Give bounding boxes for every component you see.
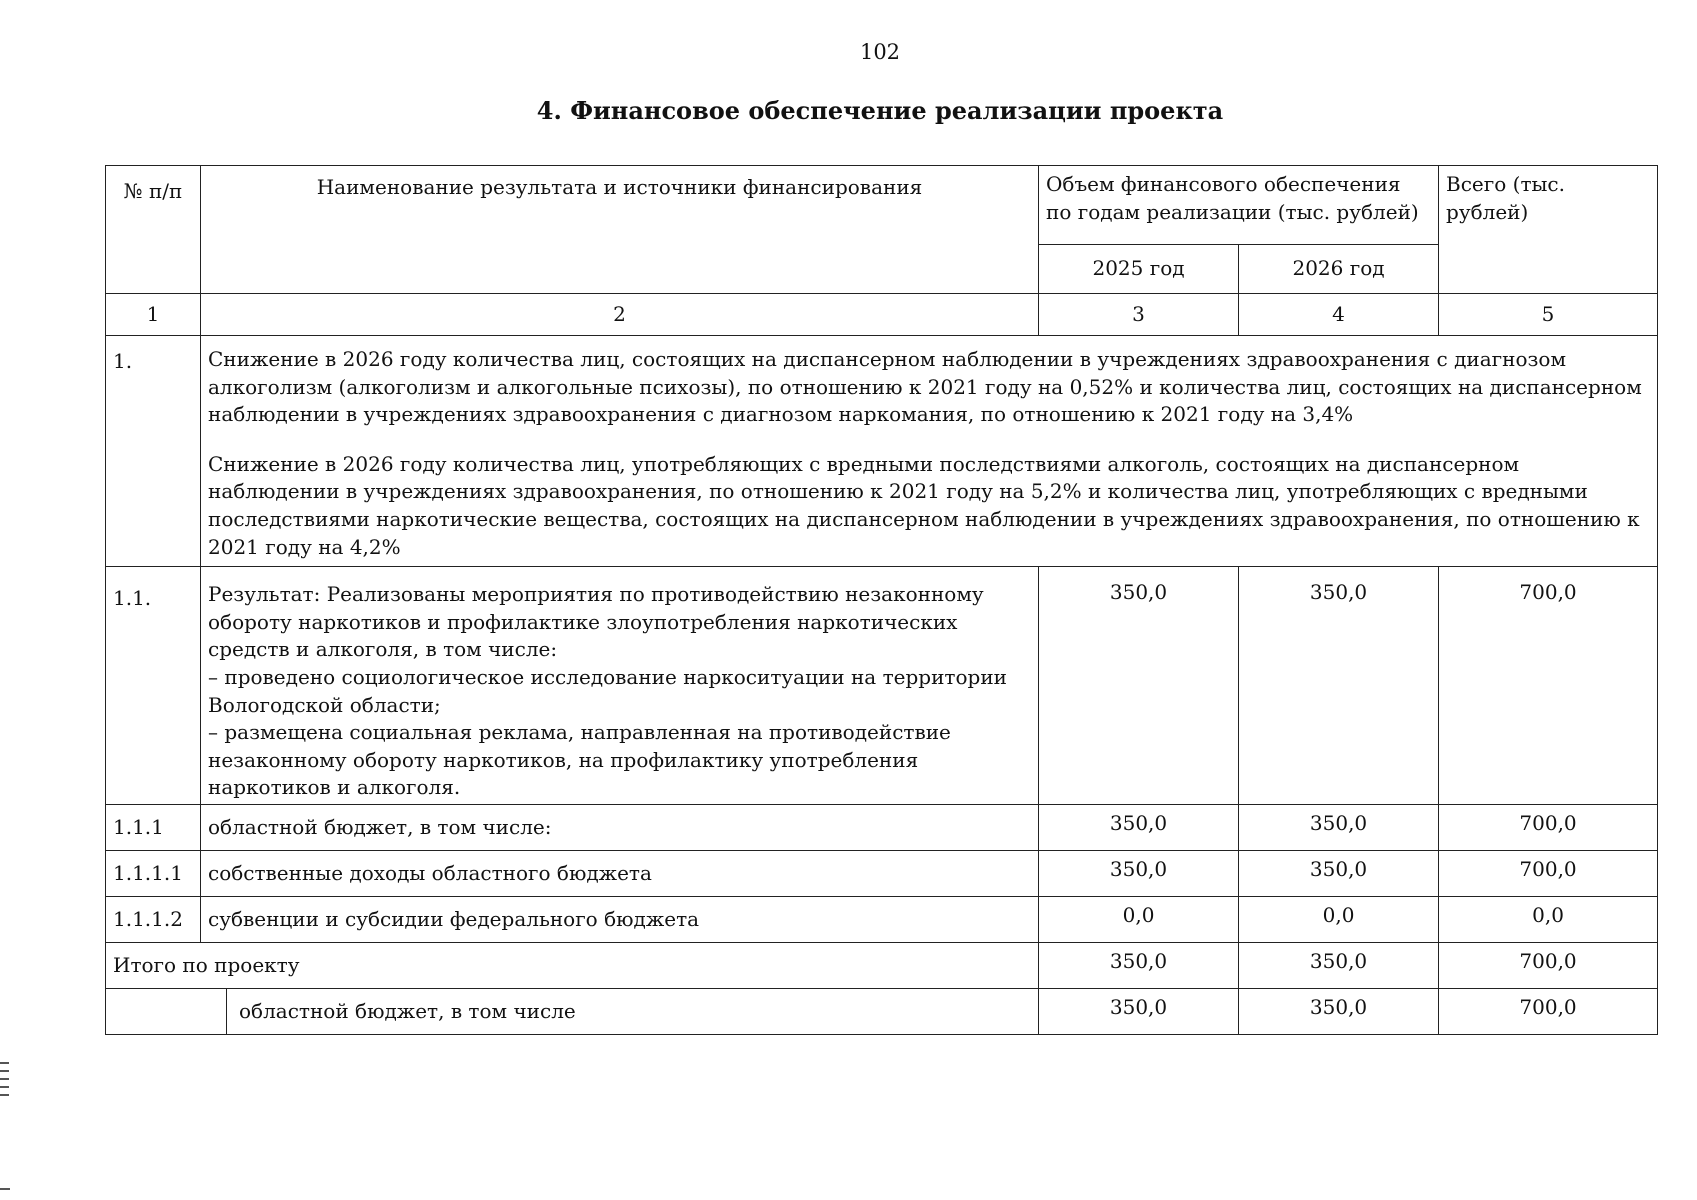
header-name: Наименование результата и источники финансирования [201, 166, 1039, 294]
row-2025: 350,0 [1039, 850, 1239, 896]
result-total: 700,0 [1439, 567, 1658, 805]
table-row [106, 896, 1658, 942]
column-number: 1 [106, 294, 201, 336]
column-number: 3 [1039, 294, 1239, 336]
total-sub-2025: 350,0 [1039, 988, 1239, 1034]
financing-table [105, 165, 1658, 1035]
row-name: собственные доходы областного бюджета [201, 850, 1039, 896]
goal-row [106, 336, 1658, 567]
row-num: 1.1.1 [106, 804, 201, 850]
row-2025: 0,0 [1039, 896, 1239, 942]
header-row [106, 166, 1658, 245]
row-name: субвенции и субсидии федерального бюджета [201, 896, 1039, 942]
result-num: 1.1. [106, 567, 201, 805]
total-row [106, 942, 1658, 988]
result-description [201, 567, 1039, 805]
table-row [106, 804, 1658, 850]
total-2026: 350,0 [1239, 942, 1439, 988]
row-2025: 350,0 [1039, 804, 1239, 850]
row-2026: 350,0 [1239, 850, 1439, 896]
total-2025: 350,0 [1039, 942, 1239, 988]
goal-text-1: Снижение в 2026 году количества лиц, состоящих на диспансерном наблюдении в учреждениях здравоохранения с диагнозом алкоголизм (алкоголизм и алкогольные психозы), по отношению к 2021 году на 0,52% и количества лиц, состоящих на диспансерном наблюдении в учреждениях здравоохранения с диагнозом наркомания, по отношению к 2021 году на 3,4% [208, 347, 1642, 427]
result-row [106, 567, 1658, 805]
column-number: 2 [201, 294, 1039, 336]
row-2026: 350,0 [1239, 804, 1439, 850]
table-row [106, 850, 1658, 896]
column-number: 4 [1239, 294, 1439, 336]
goal-description [201, 336, 1658, 567]
row-num: 1.1.1.2 [106, 896, 201, 942]
total-total: 700,0 [1439, 942, 1658, 988]
result-2025: 350,0 [1039, 567, 1239, 805]
column-numbers-row [106, 294, 1658, 336]
result-2026: 350,0 [1239, 567, 1439, 805]
header-year-2026: 2026 год [1239, 245, 1439, 294]
total-sub-name: областной бюджет, в том числе [227, 988, 1039, 1034]
page-number: 102 [859, 40, 901, 64]
header-volume: Объем финансового обеспечения по годам реализации (тыс. рублей) [1039, 166, 1439, 245]
scan-mark [0, 1188, 10, 1190]
result-text: Результат: Реализованы мероприятия по противодействию незаконному обороту наркотиков и профилактике злоупотребления наркотических средств и алкоголя, в том числе: [208, 582, 984, 662]
row-name: областной бюджет, в том числе: [201, 804, 1039, 850]
section-title: 4. Финансовое обеспечение реализации проекта [536, 96, 1224, 125]
result-item: – проведено социологическое исследование наркоситуации на территории Вологодской области; [208, 664, 1007, 717]
header-num: № п/п [106, 166, 201, 294]
total-sub-2026: 350,0 [1239, 988, 1439, 1034]
total-sub-total: 700,0 [1439, 988, 1658, 1034]
goal-num: 1. [106, 336, 201, 567]
row-total: 700,0 [1439, 804, 1658, 850]
row-num: 1.1.1.1 [106, 850, 201, 896]
row-total: 700,0 [1439, 850, 1658, 896]
result-item: – размещена социальная реклама, направленная на противодействие незаконному обороту наркотиков, на профилактику употребления наркотиков и алкоголя. [208, 720, 951, 800]
column-number: 5 [1439, 294, 1658, 336]
header-total: Всего (тыс. рублей) [1439, 166, 1658, 294]
total-subrow [106, 988, 1658, 1034]
goal-text-2: Снижение в 2026 году количества лиц, употребляющих с вредными последствиями алкоголь, состоящих на диспансерном наблюдении в учреждениях здравоохранения, по отношению к 2021 году на 5,2% и количества лиц, употребляющих с вредными последствиями наркотические вещества, состоящих на диспансерном наблюдении в учреждениях здравоохранения, по отношению к 2021 году на 4,2% [208, 451, 1640, 559]
row-total: 0,0 [1439, 896, 1658, 942]
header-year-2025: 2025 год [1039, 245, 1239, 294]
row-2026: 0,0 [1239, 896, 1439, 942]
scan-marks [0, 1062, 10, 1102]
total-label: Итого по проекту [106, 942, 1039, 988]
total-sub-empty [106, 988, 227, 1034]
